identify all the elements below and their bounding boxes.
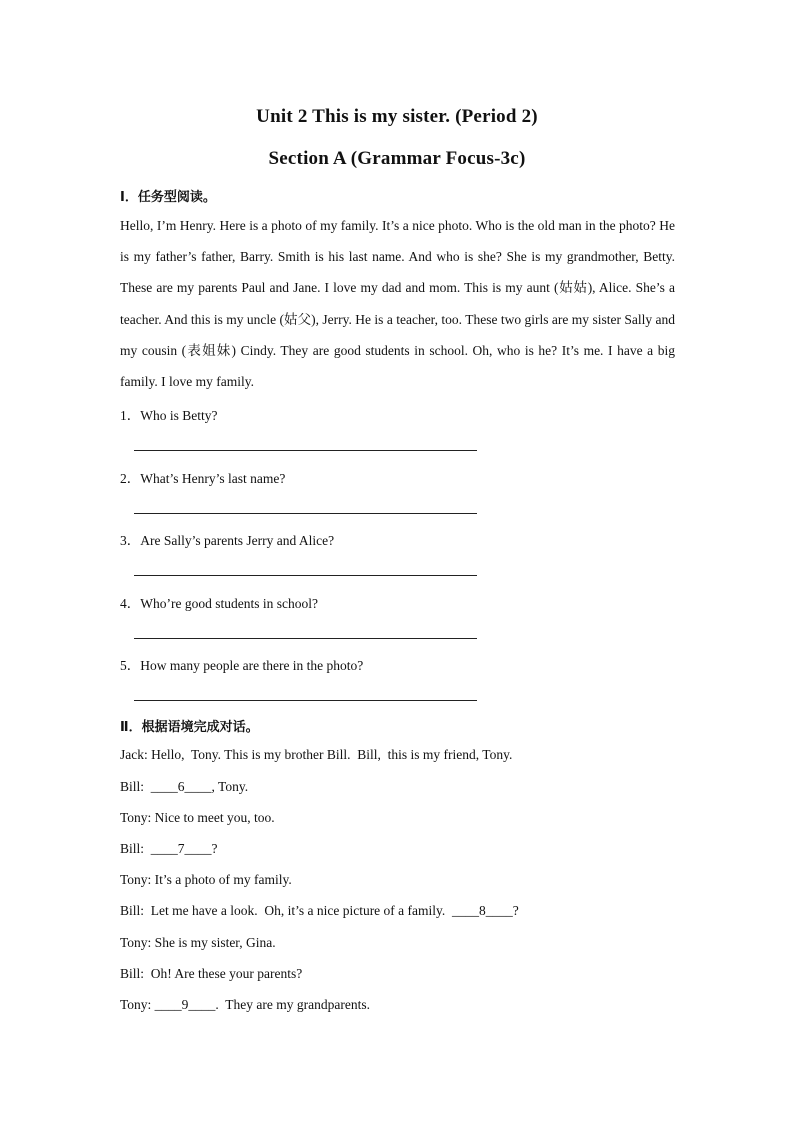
answer-line-5[interactable] xyxy=(134,700,477,701)
dialogue-line: Bill: ____6____, Tony. xyxy=(120,779,249,794)
question-4: 4．Who’re good students in school? xyxy=(120,596,318,611)
section-2-heading: Ⅱ．根据语境完成对话。 xyxy=(120,720,259,735)
dialogue-line: Tony: She is my sister, Gina. xyxy=(120,935,276,950)
question-5: 5．How many people are there in the photo? xyxy=(120,658,364,673)
dialogue-line: Tony: Nice to meet you, too. xyxy=(120,810,275,825)
dialogue-line: Bill: Let me have a look. Oh, it’s a nice picture of a family. ____8____? xyxy=(120,903,519,918)
question-2: 2．What’s Henry’s last name? xyxy=(120,471,286,486)
answer-line-2[interactable] xyxy=(134,513,477,514)
reading-passage: Hello, I’m Henry. Here is a photo of my family. It’s a nice photo. Who is the old man in the photo? He is my father’s father, Barry. Smith is his last name. And who is she? She is my grandmother, Betty. These are my parents Paul and Jane. I love my dad and mom. This is my aunt (姑姑), Alice. She’s a teacher. And this is my uncle (姑父), Jerry. He is a teacher, too. These two girls are my sister Sally and my cousin (表姐妹) Cindy. They are good students in school. Oh, who is he? It’s me. I have a big family. I love my family. xyxy=(120,218,675,390)
page-subtitle: Section A (Grammar Focus-3c) xyxy=(268,148,526,169)
dialogue-line: Bill: ____7____? xyxy=(120,841,218,856)
page-title: Unit 2 This is my sister. (Period 2) xyxy=(256,106,538,127)
answer-line-1[interactable] xyxy=(134,450,477,451)
question-3: 3．Are Sally’s parents Jerry and Alice? xyxy=(120,533,335,548)
dialogue-line: Jack: Hello, Tony. This is my brother Bill. Bill, this is my friend, Tony. xyxy=(120,747,513,762)
answer-line-3[interactable] xyxy=(134,575,477,576)
dialogue-line: Tony: ____9____. They are my grandparents. xyxy=(120,997,371,1012)
dialogue-line: Bill: Oh! Are these your parents? xyxy=(120,966,303,981)
section-1-heading: Ⅰ．任务型阅读。 xyxy=(120,190,216,205)
question-1: 1．Who is Betty? xyxy=(120,408,218,423)
dialogue-line: Tony: It’s a photo of my family. xyxy=(120,872,292,887)
answer-line-4[interactable] xyxy=(134,638,477,639)
